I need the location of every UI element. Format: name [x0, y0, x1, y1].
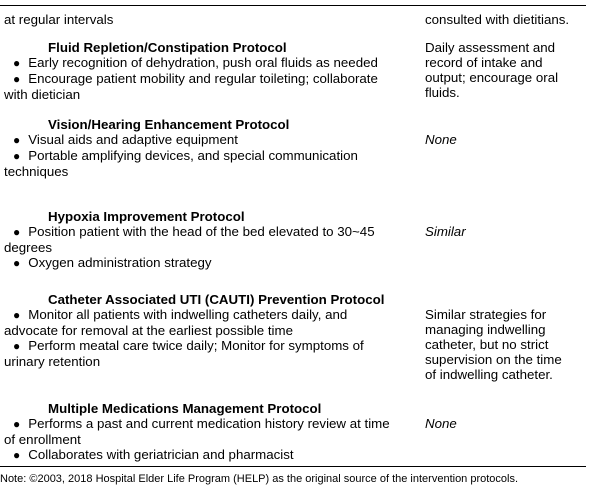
bullet-icon: ● — [13, 308, 21, 322]
comparison-text: None — [425, 132, 457, 147]
bullet-icon: ● — [13, 72, 21, 86]
protocol-bullet — [4, 148, 425, 179]
protocol-cell — [0, 117, 425, 179]
bullet-text: Visual aids and adaptive equipment — [28, 132, 238, 147]
protocol-bullet — [4, 447, 425, 463]
comparison-cell — [425, 40, 586, 100]
bullet-icon: ● — [13, 225, 21, 239]
bullet-text: Portable amplifying devices, and special communication techniques — [4, 148, 358, 179]
section-vision-hearing — [0, 117, 586, 179]
protocol-bullet — [4, 224, 425, 255]
section-hypoxia — [0, 209, 586, 271]
comparison-cell — [425, 292, 586, 382]
bullet-icon: ● — [13, 448, 21, 462]
protocol-cell — [0, 292, 425, 369]
bullet-icon: ● — [13, 149, 21, 163]
continuation-right-text: consulted with dietitians. — [425, 12, 570, 27]
bullet-text: Performs a past and current medication history review at time of enrollment — [4, 416, 390, 447]
comparison-text: Similar strategies for managing indwelling catheter, but no strict supervision on the time of indwelling catheter. — [425, 307, 562, 382]
comparison-text: None — [425, 416, 457, 431]
comparison-cell — [425, 117, 586, 147]
continuation-row — [0, 12, 586, 27]
continuation-left-cell — [0, 12, 425, 27]
bullet-icon: ● — [13, 256, 21, 270]
bullet-text: Early recognition of dehydration, push oral fluids as needed — [28, 55, 378, 70]
protocol-cell — [0, 401, 425, 463]
bullet-text: Monitor all patients with indwelling catheters daily, and advocate for removal at the earliest possible time — [4, 307, 348, 338]
protocol-title: Hypoxia Improvement Protocol — [48, 209, 245, 224]
protocol-cell — [0, 209, 425, 271]
bullet-text: Perform meatal care twice daily; Monitor for symptoms of urinary retention — [4, 338, 364, 369]
bullet-text: Position patient with the head of the bed elevated to 30~45 degrees — [4, 224, 375, 255]
protocol-bullet — [4, 416, 425, 447]
bullet-text: Collaborates with geriatrician and pharmacist — [28, 447, 294, 462]
bullet-icon: ● — [13, 417, 21, 431]
continuation-right-cell — [425, 12, 586, 27]
protocol-bullet — [4, 338, 425, 369]
table-body — [0, 5, 586, 463]
comparison-text: Similar — [425, 224, 466, 239]
protocol-bullet — [4, 132, 425, 148]
bullet-text: Oxygen administration strategy — [28, 255, 212, 270]
bullet-icon: ● — [13, 133, 21, 147]
source-note: Note: ©2003, 2018 Hospital Elder Life Program (HELP) as the original source of the intervention protocols. — [0, 473, 519, 485]
bullet-icon: ● — [13, 339, 21, 353]
protocol-title: Catheter Associated UTI (CAUTI) Prevention Protocol — [48, 292, 385, 307]
protocol-bullet — [4, 255, 425, 271]
protocol-cell — [0, 40, 425, 102]
bullet-icon: ● — [13, 56, 21, 70]
section-multiple-medications — [0, 401, 586, 463]
protocol-bullet — [4, 71, 425, 102]
protocol-title: Vision/Hearing Enhancement Protocol — [48, 117, 290, 132]
bullet-text: Encourage patient mobility and regular toileting; collaborate with dietician — [4, 71, 378, 102]
table-footer — [0, 466, 586, 486]
section-fluid-repletion — [0, 40, 586, 102]
comparison-cell — [425, 401, 586, 431]
protocol-title: Fluid Repletion/Constipation Protocol — [48, 40, 287, 55]
continuation-left-text: at regular intervals — [4, 12, 114, 27]
protocol-bullet — [4, 55, 425, 71]
comparison-text: Daily assessment and record of intake and output; encourage oral fluids. — [425, 40, 559, 100]
protocol-bullet — [4, 307, 425, 338]
protocol-title: Multiple Medications Management Protocol — [48, 401, 322, 416]
section-cauti-prevention — [0, 292, 586, 382]
comparison-cell — [425, 209, 586, 239]
